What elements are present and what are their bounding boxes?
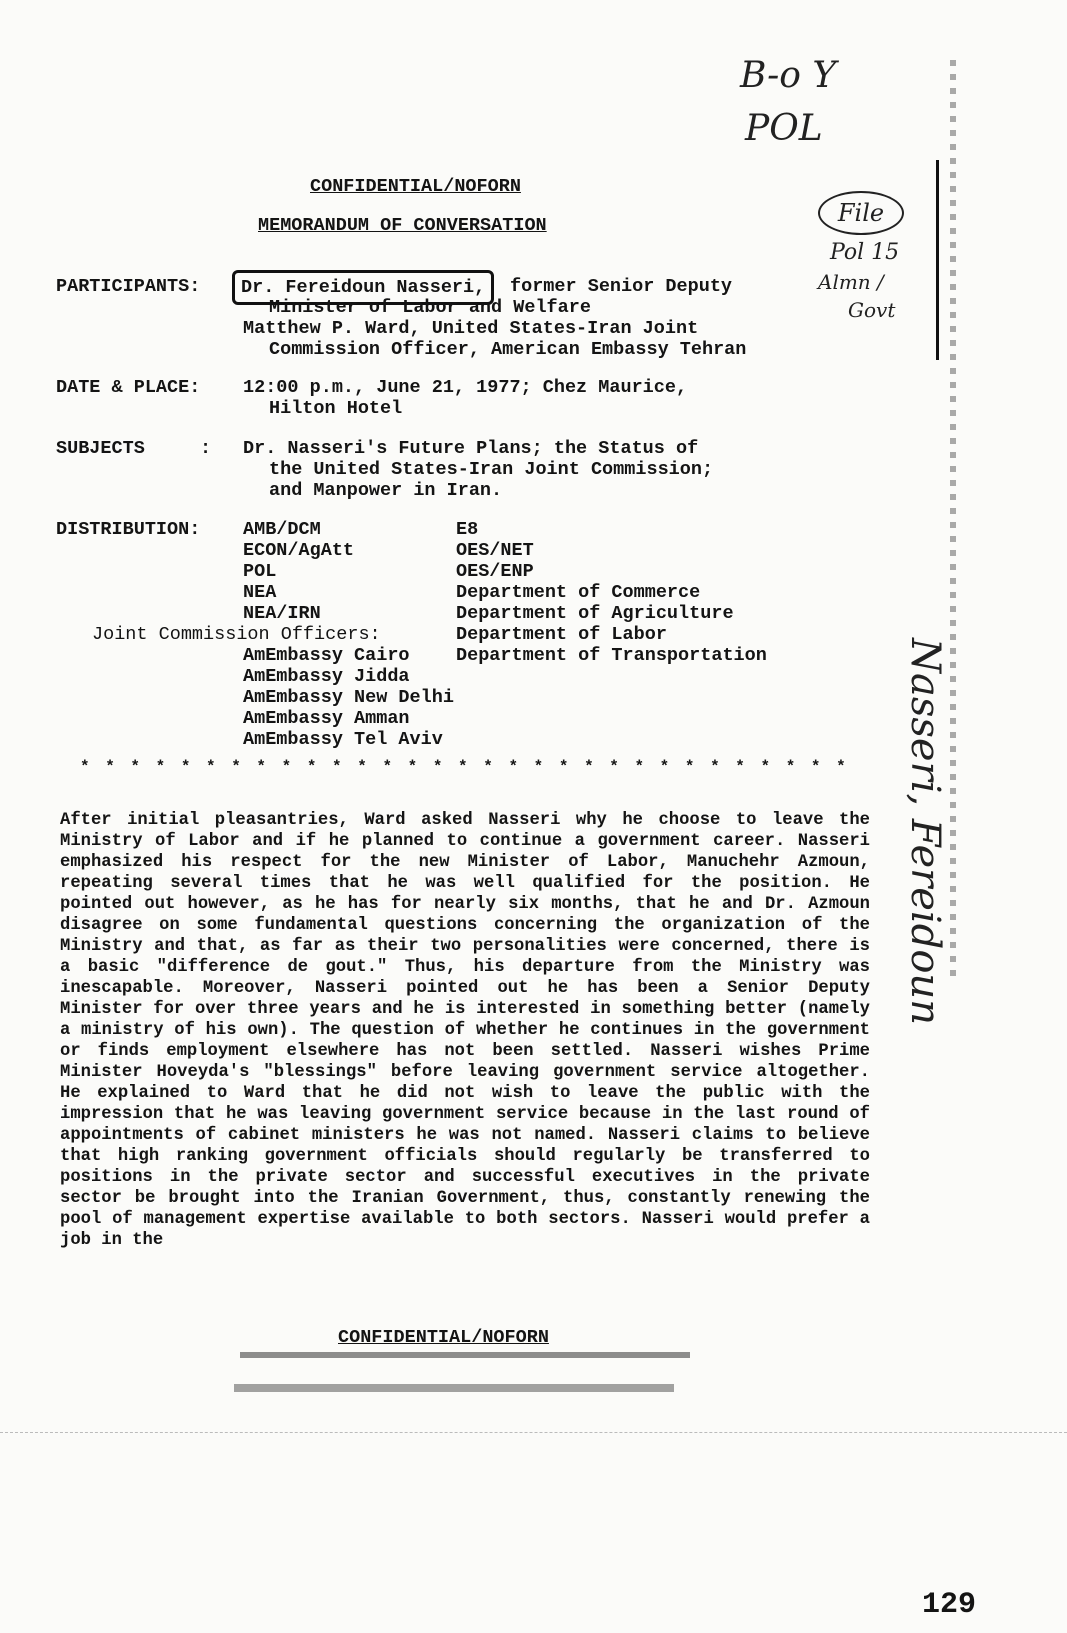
- handwritten-note: Pol 15: [830, 240, 900, 265]
- date-place-line-2: Hilton Hotel: [269, 398, 403, 419]
- dist-right-item: Department of Commerce: [456, 582, 701, 603]
- subject-line-2: the United States-Iran Joint Commission;: [269, 459, 714, 480]
- handwritten-note: Almn /: [818, 270, 884, 294]
- participant-1-ministry: Minister of Labor and Welfare: [269, 297, 591, 318]
- dist-left-item: ECON/AgAtt: [243, 540, 355, 561]
- participant-2-title: Commission Officer, American Embassy Tehran: [269, 339, 747, 360]
- handwritten-note: Govt: [848, 298, 896, 322]
- dist-left-item: AMB/DCM: [243, 519, 321, 540]
- dist-embassy-item: AmEmbassy Cairo: [243, 645, 410, 666]
- date-place-line-1: 12:00 p.m., June 21, 1977; Chez Maurice,: [243, 377, 688, 398]
- participants-label: PARTICIPANTS:: [56, 276, 201, 297]
- participant-2-name: Matthew P. Ward, United States-Iran Joint: [243, 318, 699, 339]
- dist-right-item: OES/ENP: [456, 561, 534, 582]
- handwritten-note: B-o Y: [740, 55, 837, 96]
- star-separator: * * * * * * * * * * * * * * * * * * * * * * * * * * * * * * *: [80, 758, 849, 776]
- handwritten-note: POL: [745, 108, 823, 149]
- joint-commission-label: Joint Commission Officers:: [92, 624, 381, 645]
- memo-title: MEMORANDUM OF CONVERSATION: [258, 215, 547, 236]
- scan-artifact: [240, 1352, 690, 1358]
- dist-embassy-item: AmEmbassy Amman: [243, 708, 410, 729]
- dist-embassy-item: AmEmbassy Tel Aviv: [243, 729, 443, 750]
- date-place-label: DATE & PLACE:: [56, 377, 201, 398]
- scan-fold: [0, 1432, 1067, 1435]
- dist-right-item: Department of Labor: [456, 624, 667, 645]
- subject-line-3: and Manpower in Iran.: [269, 480, 503, 501]
- classification-footer: CONFIDENTIAL/NOFORN: [338, 1327, 549, 1348]
- dist-embassy-item: AmEmbassy New Delhi: [243, 687, 454, 708]
- subjects-label: SUBJECTS: [56, 438, 145, 459]
- body-paragraph: After initial pleasantries, Ward asked Nasseri why he choose to leave the Ministry of Labor and if he planned to continue a government career. Nasseri emphasized his respect for the new Minister of Labor, Manuchehr Azmoun, repeating several times that he was well qualified for the position. He pointed out however, as he has for nearly six months, that he and Dr. Azmoun disagree on some fundamental questions concerning the organization of the Ministry and that, as far as their two personalities were concerned, there is a basic "difference de gout." Thus, his departure from the Ministry was inescapable. Moreover, Nasseri pointed out he has been a Senior Deputy Minister for over three years and he is interested in something better (namely a ministry of his own). The question of whether he continues in the government or finds employment elsewhere has not been settled. Nasseri wishes Prime Minister Hoveyda's "blessings" before leaving government service altogether. He explained to Ward that he did not wish to leave the public with the impression that he was leaving government service because in the last round of appointments of cabinet ministers he was not named. Nasseri claims to believe that high ranking government officials should regularly be transferred to positions in the private sector and successful executives in the private sector be brought into the Iranian Government, thus, constantly renewing the pool of management expertise available to both sectors. Nasseri would prefer a job in the: [60, 811, 870, 1250]
- dist-left-item: NEA: [243, 582, 277, 603]
- classification-header: CONFIDENTIAL/NOFORN: [310, 176, 521, 197]
- dist-right-item: E8: [456, 519, 479, 540]
- memo-body: [60, 810, 870, 1251]
- subject-line-1: Dr. Nasseri's Future Plans; the Status of: [243, 438, 699, 459]
- page-number: 129: [922, 1588, 977, 1622]
- circled-participant-name: Dr. Fereidoun Nasseri,: [232, 270, 494, 305]
- file-circle-note: File: [818, 191, 904, 235]
- subjects-colon: :: [200, 438, 212, 459]
- scan-edge: [936, 160, 939, 360]
- dist-right-item: Department of Agriculture: [456, 603, 734, 624]
- dist-left-item: NEA/IRN: [243, 603, 321, 624]
- distribution-label: DISTRIBUTION:: [56, 519, 201, 540]
- scan-edge: [950, 60, 956, 980]
- scan-artifact: [234, 1384, 674, 1392]
- dist-right-item: OES/NET: [456, 540, 534, 561]
- dist-embassy-item: AmEmbassy Jidda: [243, 666, 410, 687]
- vertical-handwritten-name: Nasseri, Fereidoun: [902, 638, 948, 1025]
- dist-left-item: POL: [243, 561, 277, 582]
- dist-right-item: Department of Transportation: [456, 645, 767, 666]
- participant-1-title: former Senior Deputy: [510, 276, 733, 297]
